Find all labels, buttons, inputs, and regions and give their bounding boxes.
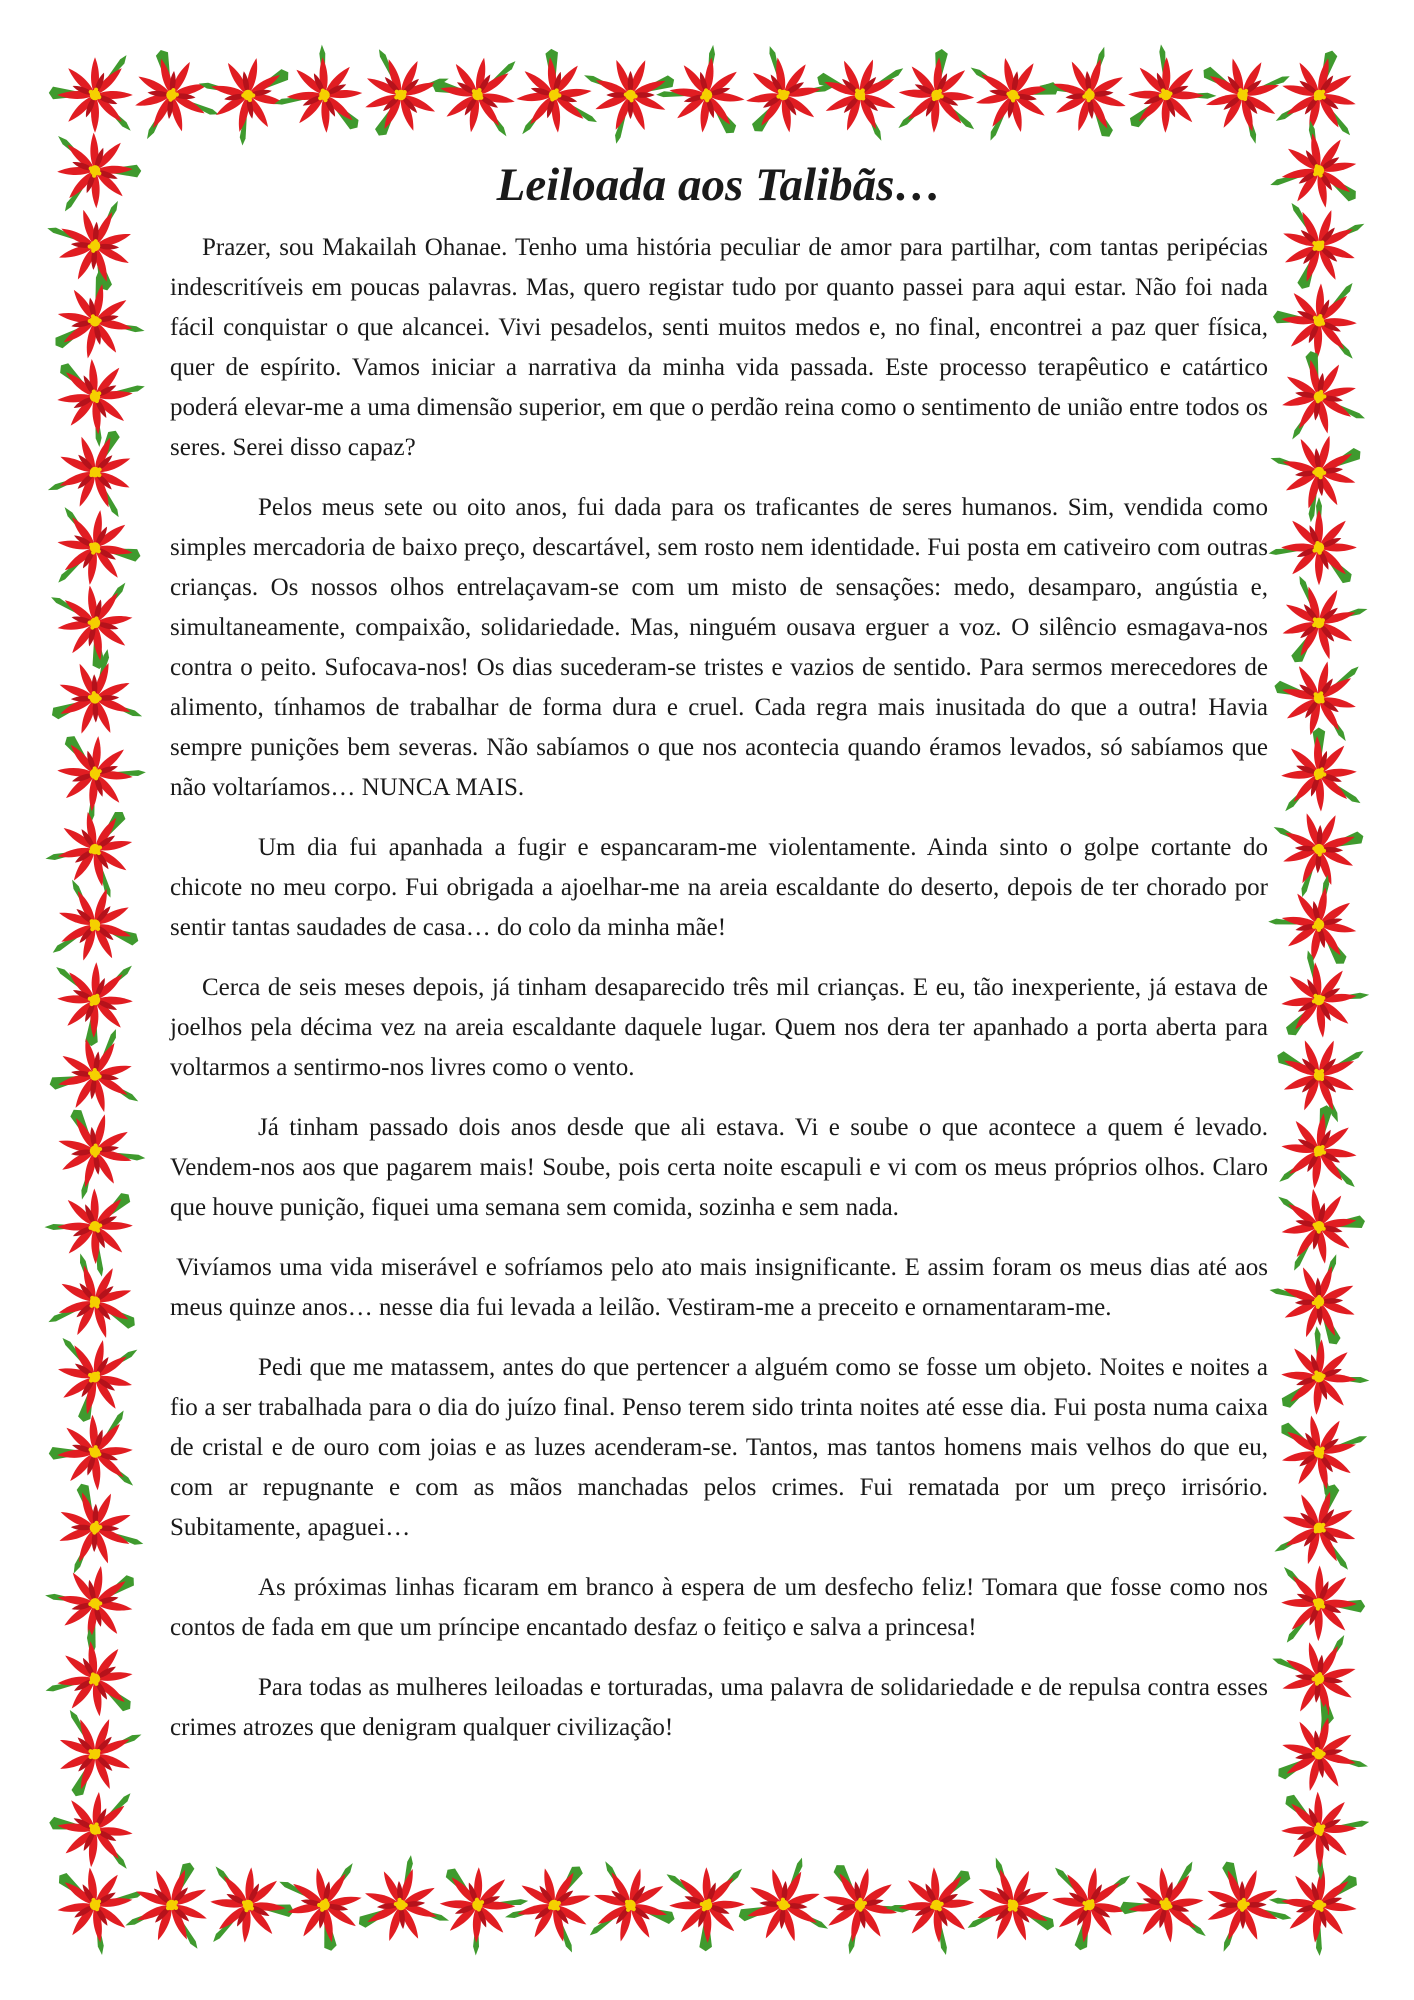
poinsettia-flower-icon [1265,118,1378,230]
poinsettia-flower-icon [425,48,521,139]
poinsettia-flower-icon [962,1855,1071,1961]
poinsettia-flower-icon [207,1864,297,1949]
poinsettia-flower-icon [968,48,1066,141]
poinsettia-flower-icon [35,336,149,450]
poinsettia-flower-icon [1259,946,1372,1060]
poinsettia-flower-icon [1265,872,1377,985]
poinsettia-flower-icon [46,1410,135,1493]
poinsettia-flower-icon [41,1626,155,1739]
poinsettia-flower-icon [49,55,133,133]
poinsettia-flower-icon [1279,726,1361,814]
poinsettia-flower-icon [122,40,220,142]
poinsettia-flower-icon [34,267,147,378]
poinsettia-flower-icon [46,1332,139,1430]
poinsettia-flower-icon [1271,1632,1368,1733]
poinsettia-flower-icon [1105,40,1219,154]
poinsettia-flower-icon [803,1845,914,1958]
poinsettia-flower-icon [1276,1182,1371,1272]
poinsettia-flower-icon [418,1844,532,1958]
document-body [170,150,1268,1850]
paragraph-7: Pedi que me matassem, antes do que pertencer a alguém como se fosse um objeto. Noites e noites a fio a ser trabalhada para o dia do juízo final. Penso terem sido trinta noites até esse dia. Fui posta numa caixa de cristal e de ouro com joias e as luzes acenderam-se. Tantos, mas tantos homens mais velhos do que eu, com ar repugnante e com as mãos manchadas pelos crimes. Fui rematada por um preço irrisório. Subitamente, apaguei… [170,1353,1268,1541]
poinsettia-flower-icon [36,713,150,827]
poinsettia-flower-icon [54,961,135,1048]
poinsettia-flower-icon [1115,1861,1208,1948]
poinsettia-flower-icon [1184,37,1296,146]
poinsettia-flower-icon [1272,1473,1371,1576]
poinsettia-flower-icon [44,1471,146,1577]
poinsettia-flower-icon [56,131,143,212]
poinsettia-flower-icon [42,1546,156,1658]
poinsettia-flower-icon [342,1852,452,1959]
poinsettia-flower-icon [883,1845,997,1959]
poinsettia-flower-icon [1268,417,1379,526]
poinsettia-flower-icon [39,1091,148,1203]
poinsettia-flower-icon [45,198,145,302]
poinsettia-flower-icon [1273,41,1369,141]
document-title: Leiloada aos Talibãs… [496,159,942,211]
paragraph-9: Para todas as mulheres leiloadas e torturadas, uma palavra de solidariedade e de repulsa contra esses crimes atrozes que denigram qualquer civilização! [170,1673,1268,1741]
paragraph-5: Já tinham passado dois anos desde que ali estava. Vi e soube o que acontece a quem é levado. Vendem-nos aos que pagarem mais! Soube, pois certa noite escapuli e vi com os meus próprios olhos. Claro que houve punição, fiquei uma semana sem comida, sozinha e sem nada. [170,1113,1268,1221]
poinsettia-flower-icon [804,42,910,144]
poinsettia-flower-icon [1259,1769,1373,1883]
paragraph-2: Pelos meus sete ou oito anos, fui dada para os traficantes de seres humanos. Sim, vendida como simples mercadoria de baixo preço, descartável, sem rosto nem identidade. Fui posta em cativeiro com outras crianças. Os nossos olhos entrelaçavam-se com um misto de sensações: medo, desamparo, angústia e, simultaneamente, compaixão, solidariedade. Mas, ninguém ousava erguer a voz. O silêncio esmagava-nos contra o peito. Sufocava-nos! Os dias sucederam-se tristes e vazios de sentido. Para sermos merecedores de alimento, tínhamos de trabalhar de forma dura e cruel. Cada regra mais inusitada do que a outra! Havia sempre punições bem severas. Não sabíamos o que nos acontecia quando éramos levados, só sabíamos que não voltaríamos… NUNCA MAIS. [170,493,1268,801]
poinsettia-flower-icon [1265,649,1364,744]
paragraph-6: Vivíamos uma vida miserável e sofríamos pelo ato mais insignificante. E assim foram os meus dias até aos meus quinze anos… nesse dia fui levada a leilão. Vestiram-me a preceito e ornamentaram-me. [170,1253,1268,1321]
poinsettia-flower-icon [1266,1847,1380,1960]
poinsettia-flower-icon [1258,1322,1372,1436]
poinsettia-flower-icon [652,42,765,156]
poinsettia-flower-icon [1264,494,1378,608]
paragraph-8: As próximas linhas ficaram em branco à espera de um desfecho feliz! Tomara que fosse como nos contos de fada em que um príncipe encantado desfaz o feitiço e salva a princesa! [170,1573,1268,1641]
poinsettia-flower-icon [584,1859,685,1956]
poinsettia-flower-icon [37,647,145,752]
poinsettia-flower-icon [50,580,139,674]
poinsettia-flower-icon [1037,44,1145,155]
poinsettia-flower-icon [1259,1700,1371,1810]
poinsettia-flower-icon [1262,571,1371,682]
poinsettia-flower-icon [52,505,146,594]
poinsettia-flower-icon [1277,1100,1364,1193]
poinsettia-flower-icon [123,1848,226,1954]
poinsettia-flower-icon [45,1785,137,1871]
poinsettia-flower-icon [1043,1861,1133,1956]
poinsettia-flower-icon [43,790,154,903]
paragraph-1: Prazer, sou Makailah Ohanae. Tenho uma história peculiar de amor para partilhar, com tantas peripécias indescritíveis em poucas palavras. Mas, quero registar tudo por quanto passei para aqui estar. Não foi nada fácil conquistar o que alcancei. Vivi pesadelos, senti muitos medos e, no final, encontrei a paz quer física, quer de espírito. Vamos iniciar a narrativa da minha vida passada. Este processo terapêutico e catártico poderá elevar-me a uma dimensão superior, em que o perdão reina como o sentimento de união entre todos os seres. Serei disso capaz? [170,233,1268,461]
poinsettia-flower-icon [1271,279,1359,361]
poinsettia-flower-icon [196,38,308,148]
poinsettia-flower-icon [666,1867,745,1952]
poinsettia-flower-icon [1262,1021,1370,1125]
poinsettia-flower-icon [270,42,384,156]
poinsettia-flower-icon [512,45,598,137]
paragraph-4: Cerca de seis meses depois, já tinham desaparecido três mil crianças. E eu, tão inexperiente, já estava de joelhos pela décima vez na areia escaldante daquele lugar. Quem nos dera ter apanhado a porta aberta para voltarmos a sentirmo-nos livres como o vento. [170,973,1268,1081]
poinsettia-flower-icon [1266,197,1367,302]
poinsettia-flower-icon [1281,1565,1366,1644]
paragraph-3: Um dia fui apanhada a fugir e espancaram-me violentamente. Ainda sinto o golpe cortante do chicote no meu corpo. Fui obrigada a ajoelhar-me na areia escaldante do deserto, depois de ter chorado por sentir tantas saudades de casa… do colo da minha mãe! [170,833,1268,941]
poinsettia-flower-icon [345,44,452,154]
poinsettia-flower-icon [724,41,836,155]
poinsettia-flower-icon [728,1856,831,1955]
poinsettia-flower-icon [42,1167,156,1281]
poinsettia-flower-icon [47,877,151,977]
poinsettia-flower-icon [896,46,979,135]
